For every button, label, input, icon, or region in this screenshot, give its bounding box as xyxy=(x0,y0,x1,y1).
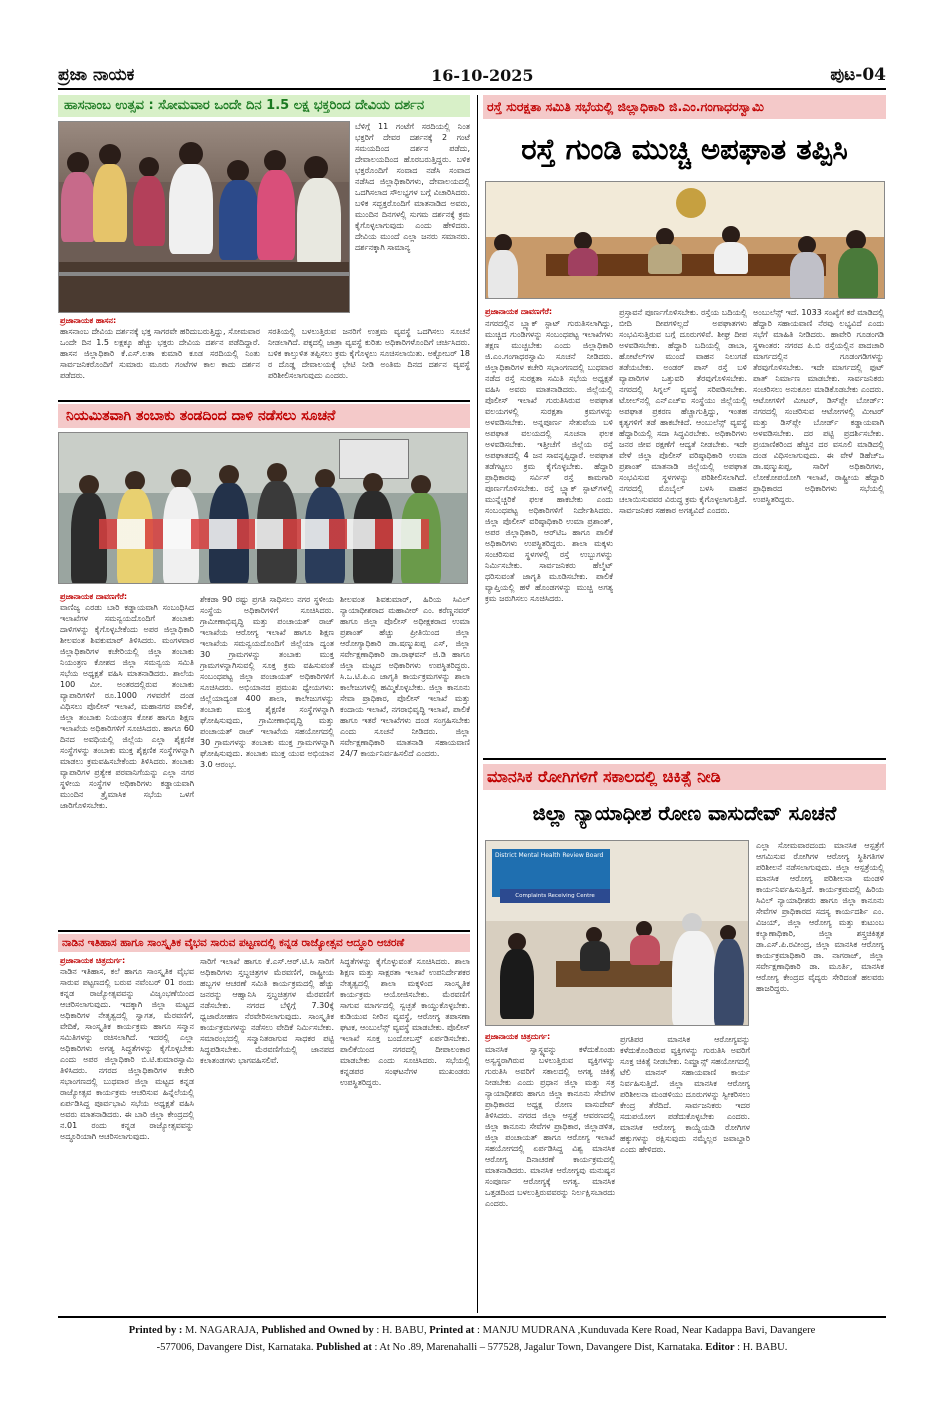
story5-dateline: ಪ್ರಜಾನಾಯಕ ಚಿತ್ರದುರ್ಗ: xyxy=(485,1032,551,1041)
story3-column-1: ವಾಣಿಜ್ಯ ಎರಡು ಬಾರಿ ಕಡ್ಡಾಯವಾಗಿ ಸಂಬಂಧಿಸಿದ ಇಲಾಖೆಗಳ ಸಮನ್ವಯದೊಂದಿಗೆ ತಂಬಾಕು ದಾಳಿಗಳನ್ನು ಕೈಗೊಳ್ಳಬೇಕೆಂದು ಅಪರ ಜಿಲ್ಲಾಧಿಕಾರಿ ಶೀಲವಂತ ಶಿವಕುಮಾರ್ ತಿಳಿಸಿದರು. ಮಂಗಳವಾರ ಜಿಲ್ಲಾಧಿಕಾರಿಗಳ ಕಚೇರಿಯಲ್ಲಿ ಜಿಲ್ಲಾ ತಂಬಾಕು ನಿಯಂತ್ರಣ ಕೋಶದ ಜಿಲ್ಲಾ ಸಮನ್ವಯ ಸಮಿತಿ ಸಭೆಯ ಅಧ್ಯಕ್ಷತೆ ವಹಿಸಿ ಮಾತನಾಡಿದರು. ಶಾಲೆಯ 100 ಮೀ. ಅಂತರದಲ್ಲಿರುವ ತಂಬಾಕು ವ್ಯಾಪಾರಿಗಳಿಗೆ ರೂ.1000 ಗಳವರೆಗೆ ದಂಡ ವಿಧಿಸಲು ಪೊಲೀಸ್ ಇಲಾಖೆ, ಮಹಾನಗರ ಪಾಲಿಕೆ, ಜಿಲ್ಲಾ ತಂಬಾಕು ನಿಯಂತ್ರಣ ಕೋಶ ಹಾಗೂ ಶಿಕ್ಷಣ ಇಲಾಖೆಯ ಅಧಿಕಾರಿಗಳಿಗೆ ಸೂಚಿಸಿದರು. ಹಾಗೂ 60 ದಿನದ ಅವಧಿಯಲ್ಲಿ ಜಿಲ್ಲೆಯ ಎಲ್ಲಾ ಶೈಕ್ಷಣಿಕ ಸಂಸ್ಥೆಗಳನ್ನು ತಂಬಾಕು ಮುಕ್ತ ಶೈಕ್ಷಣಿಕ ಸಂಸ್ಥೆಗಳನ್ನಾಗಿ ಮಾಡಲು ಕ್ರಮವಹಿಸಬೇಕೆಂದು ತಿಳಿಸಿದರು. ತಂಬಾಕು ವ್ಯಾಪಾರಿಗಳ ಪ್ರತ್ಯೇಕ ಪರವಾನಿಗೆಯನ್ನು ಎಲ್ಲಾ ನಗರ ಸ್ಥಳೀಯ ಸಂಸ್ಥೆಗಳ ಅಧಿಕಾರಿಗಳು ಕಡ್ಡಾಯವಾಗಿ ಮುಂದಿನ ತ್ರೈಮಾಸಿಕ ಸಭೆಯ ಒಳಗೆ ಜಾರಿಗೊಳಿಸಬೇಕು. xyxy=(60,603,194,810)
story1-photo xyxy=(58,121,350,313)
divider xyxy=(58,400,470,402)
footer-printed-at-label: Printed at xyxy=(426,1325,475,1336)
story1-headline: ಹಾಸನಾಂಬ ಉತ್ಸವ : ಸೋಮವಾರ ಒಂದೇ ದಿನ 1.5 ಲಕ್ಷ ಭಕ್ತರಿಂದ ದೇವಿಯ ದರ್ಶನ xyxy=(58,95,470,117)
story2-headline: ರಸ್ತೆ ಗುಂಡಿ ಮುಚ್ಚಿ ಅಪಘಾತ ತಪ್ಪಿಸಿ xyxy=(521,132,848,166)
masthead xyxy=(58,62,886,90)
story1-column-right: ಬೆಳಿಗ್ಗೆ 11 ಗಂಟೆಗೆ ಸರದಿಯಲ್ಲಿ ನಿಂತ ಭಕ್ತರಿಗೆ ದೇವರ ದರ್ಶನಕ್ಕೆ 2 ಗಂಟೆ ಸಮಯದಿಂದ ದರ್ಶನ ಪಡೆದು, ದೇವಾಲಯದಿಂದ ಹೊರಬರುತ್ತಿದ್ದರು. ಬಳಿಕ ಭಕ್ತರೊಂದಿಗೆ ಸಂವಾದ ನಡೆಸಿ ಸಂವಾದ ನಡೆಸಿದ ಜಿಲ್ಲಾಧಿಕಾರಿಗಳು, ದೇವಾಲಯದಲ್ಲಿ ಒದಗಿಸಲಾದ ಸೌಲಭ್ಯಗಳ ಬಗ್ಗೆ ವಿಚಾರಿಸಿದರು. ಬಳಿಕ ಸದ್ಭಕ್ತರೊಂದಿಗೆ ಮಾತನಾಡಿದ ಅವರು, ಮುಂದಿನ ದಿನಗಳಲ್ಲಿ ಸುಗಮ ದರ್ಶನಕ್ಕೆ ಕ್ರಮ ಕೈಗೊಳ್ಳಲಾಗುವುದು ಎಂದು ಹೇಳಿದರು. ದೇವಿಯ ಮುಂದೆ ಎಲ್ಲಾ ಜನರು ಸಮಾನರು. ದರ್ಶನಕ್ಕಾಗಿ ಸಾಮಾನ್ಯ xyxy=(355,122,470,252)
footer-printed-by-label: Printed by : xyxy=(128,1325,183,1336)
footer-printer-name: M. NAGARAJA, xyxy=(182,1325,259,1336)
story3-column-2: ಶೇಕಡಾ 90 ರಷ್ಟು ಪ್ರಗತಿ ಸಾಧಿಸಲು ನಗರ ಸ್ಥಳೀಯ ಸಂಸ್ಥೆಯ ಅಧಿಕಾರಿಗಳಿಗೆ ಸೂಚಿಸಿದರು. ಗ್ರಾಮೀಣಾಭಿವೃದ್ಧಿ ಮತ್ತು ಪಂಚಾಯತ್ ರಾಜ್ ಇಲಾಖೆಯ ಆರೋಗ್ಯ ಇಲಾಖೆ ಹಾಗೂ ಶಿಕ್ಷಣ ಇಲಾಖೆಯ ಸಮನ್ವಯದೊಂದಿಗೆ ಜಿಲ್ಲೆಯಾ ದ್ಯಂತ 30 ಗ್ರಾಮಗಳನ್ನು ತಂಬಾಕು ಮುಕ್ತ ಗ್ರಾಮಗಳನ್ನಾಗಿಸುವಲ್ಲಿ ಸೂಕ್ತ ಕ್ರಮ ವಹಿಸುವಂತೆ ಸಂಬಂಧಪಟ್ಟ ಜಿಲ್ಲಾ ಪಂಚಾಯತ್ ಅಧಿಕಾರಿಗಳಿಗೆ ಸೂಚಿಸಿದರು. ಅಭಿಯಾನದ ಪ್ರಮುಖ ಧ್ಯೇಯಗಳು: ಜಿಲ್ಲೆಯಾದ್ಯಂತ 400 ಶಾಲಾ, ಕಾಲೇಜುಗಳನ್ನು ತಂಬಾಕು ಮುಕ್ತ ಶೈಕ್ಷಣಿಕ ಸಂಸ್ಥೆಗಳನ್ನಾಗಿ ಘೋಷಿಸುವುದು, ಗ್ರಾಮೀಣಾಭಿವೃದ್ಧಿ ಮತ್ತು ಪಂಚಾಯತ್ ರಾಜ್ ಇಲಾಖೆಯ ಸಹಯೋಗದಲ್ಲಿ 30 ಗ್ರಾಮಗಳನ್ನು ತಂಬಾಕು ಮುಕ್ತ ಗ್ರಾಮಗಳನ್ನಾಗಿ ಘೋಷಿಸುವುದು. ತಂಬಾಕು ಮುಕ್ತ ಯುವ ಅಭಿಯಾನ 3.0 ಆರಂಭ. xyxy=(200,595,334,769)
story5-column-3: ಎಲ್ಲಾ ಸೋಮವಾರದಂದು ಮಾನಸಿಕ ಆಸ್ಪತ್ರೆಗೆ ಆಗಮಿಸುವ ರೋಗಿಗಳ ಆರೋಗ್ಯ ಸ್ಥಿತಿಗತಿಗಳ ಪರಿಶೀಲನೆ ನಡೆಸಲಾಗುವುದು. ಜಿಲ್ಲಾ ಆಸ್ಪತ್ರೆಯಲ್ಲಿ ಮಾನಸಿಕ ಆರೋಗ್ಯ ಪರಿಶೀಲನಾ ಮಂಡಳಿ ಕಾರ್ಯನಿರ್ವಹಿಸುತ್ತಿದೆ. ಕಾರ್ಯಕ್ರಮದಲ್ಲಿ ಹಿರಿಯ ಸಿವಿಲ್ ನ್ಯಾಯಾಧೀಶರು ಹಾಗೂ ಜಿಲ್ಲಾ ಕಾನೂನು ಸೇವೆಗಳ ಪ್ರಾಧಿಕಾರದ ಸದಸ್ಯ ಕಾರ್ಯದರ್ಶಿ ಎಂ. ವಿಜಯ್, ಜಿಲ್ಲಾ ಆರೋಗ್ಯ ಮತ್ತು ಕುಟುಂಬ ಕಲ್ಯಾಣಾಧಿಕಾರಿ, ಜಿಲ್ಲಾ ಶಸ್ತ್ರಚಿಕಿತ್ಸಕ ಡಾ.ಎಸ್.ಪಿ.ರವೀಂದ್ರ, ಜಿಲ್ಲಾ ಮಾನಸಿಕ ಆರೋಗ್ಯ ಕಾರ್ಯಕ್ರಮಾಧಿಕಾರಿ ಡಾ. ನಾಗರಾಜ್, ಜಿಲ್ಲಾ ಸರ್ವೇಕ್ಷಣಾಧಿಕಾರಿ ಡಾ. ಮೂರ್ತಿ, ಮಾನಸಿಕ ಆರೋಗ್ಯ ಕೇಂದ್ರದ ವೈದ್ಯರು ಸೇರಿದಂತೆ ಹಲವರು ಹಾಜರಿದ್ದರು. xyxy=(756,841,884,993)
story1-column-bottom-left: ಹಾಸನಾಂಬ ದೇವಿಯ ದರ್ಶನಕ್ಕೆ ಭಕ್ತ ಸಾಗರವೇ ಹರಿದುಬರುತ್ತಿದ್ದು, ಸೋಮವಾರ ಒಂದೇ ದಿನ 1.5 ಲಕ್ಷಕ್ಕೂ ಹೆಚ್ಚು ಭಕ್ತರು ದೇವಿಯ ದರ್ಶನ ಪಡೆದಿದ್ದಾರೆ. ಹಾಸನ ಜಿಲ್ಲಾಧಿಕಾರಿ ಕೆ.ಎಸ್.ಲತಾ ಕುಮಾರಿ ಕೂಡ ಸರದಿಯಲ್ಲಿ ನಿಂತು ಸಾರ್ವಜನಿಕರೊಂದಿಗೆ ಸುಮಾರು ಮೂರು ಗಂಟೆಗಳ ಕಾಲ ಕಾದು ದರ್ಶನ ಪಡೆದರು. xyxy=(60,327,260,380)
column-divider xyxy=(477,95,478,1313)
story5-kicker: ಮಾನಸಿಕ ರೋಗಿಗಳಿಗೆ ಸಕಾಲದಲ್ಲಿ ಚಿಕಿತ್ಸೆ ನೀಡಿ xyxy=(483,764,886,790)
divider xyxy=(483,758,886,760)
footer-editor-label: Editor xyxy=(702,1342,735,1353)
story2-dateline: ಪ್ರಜಾನಾಯಕ ದಾವಣಗೆರೆ: xyxy=(485,307,553,316)
photo-banner: District Mental Health Review Board xyxy=(492,849,610,897)
story3-photo xyxy=(58,432,468,584)
story5-headline: ಜಿಲ್ಲಾ ನ್ಯಾಯಾಧೀಶ ರೋಣ ವಾಸುದೇವ್ ಸೂಚನೆ xyxy=(532,802,837,825)
story1-dateline: ಪ್ರಜಾನಾಯಕ ಹಾಸನ: xyxy=(60,316,117,325)
story2-column-1: ನಗರದಲ್ಲಿನ ಬ್ಲ್ಯಾಕ್ ಸ್ಪಾಟ್ ಗುರುತಿಸಲಾಗಿದ್ದು, ಮುಚ್ಚಿದ ಗುಂಡಿಗಳನ್ನು ಸಂಬಂಧಪಟ್ಟ ಇಲಾಖೆಗಳು ತಕ್ಷಣ ಮುಚ್ಚಬೇಕು ಎಂದು ಜಿಲ್ಲಾಧಿಕಾರಿ ಜಿ.ಎಂ.ಗಂಗಾಧರಸ್ವಾಮಿ ಸೂಚನೆ ನೀಡಿದರು. ಜಿಲ್ಲಾಧಿಕಾರಿಗಳ ಕಚೇರಿ ಸಭಾಂಗಣದಲ್ಲಿ ಬುಧವಾರ ನಡೆದ ರಸ್ತೆ ಸುರಕ್ಷತಾ ಸಮಿತಿ ಸಭೆಯ ಅಧ್ಯಕ್ಷತೆ ವಹಿಸಿ ಅವರು ಮಾತನಾಡಿದರು. ಜಿಲ್ಲೆಯಲ್ಲಿ ಪೊಲೀಸ್ ಇಲಾಖೆ ಗುರುತಿಸಿರುವ ಅಪಘಾತ ವಲಯಗಳಲ್ಲಿ ಸುರಕ್ಷತಾ ಕ್ರಮಗಳನ್ನು ಅಳವಡಿಸಬೇಕು. ಅನ್ನಪೂರ್ಣ ಸೇತುವೆಯ ಬಳಿ ಅಪಘಾತ ವಲಯದಲ್ಲಿ ಸೂಚನಾ ಫಲಕ ಅಳವಡಿಸಬೇಕು. ಇತ್ತೀಚೆಗೆ ಜಿಲ್ಲೆಯ ರಸ್ತೆ ಅಪಘಾತದಲ್ಲಿ 4 ಜನ ಸಾವನ್ನಪ್ಪಿದ್ದಾರೆ. ಅಪಘಾತ ತಡೆಗಟ್ಟಲು ಕ್ರಮ ಕೈಗೊಳ್ಳಬೇಕು. ಹೆದ್ದಾರಿ ಪ್ರಾಧಿಕಾರವು ಸರ್ವಿಸ್ ರಸ್ತೆ ಕಾಮಗಾರಿ ಪೂರ್ಣಗೊಳಿಸಬೇಕು. ರಸ್ತೆ ಬ್ಲ್ಯಾಕ್ ಸ್ಪಾಟ್‌ಗಳಲ್ಲಿ ಮುನ್ನೆಚ್ಚರಿಕೆ ಫಲಕ ಹಾಕಬೇಕು ಎಂದು ಸಂಬಂಧಪಟ್ಟ ಅಧಿಕಾರಿಗಳಿಗೆ ನಿರ್ದೇಶಿಸಿದರು. ಜಿಲ್ಲಾ ಪೊಲೀಸ್ ವರಿಷ್ಠಾಧಿಕಾರಿ ಉಮಾ ಪ್ರಶಾಂತ್, ಅಪರ ಜಿಲ್ಲಾಧಿಕಾರಿ, ಆರ್‌ಟಿಒ ಹಾಗೂ ಪಾಲಿಕೆ ಅಧಿಕಾರಿಗಳು ಉಪಸ್ಥಿತರಿದ್ದರು. ಶಾಲಾ ಮಕ್ಕಳು ಸಂಚರಿಸುವ ಸ್ಥಳಗಳಲ್ಲಿ ರಸ್ತೆ ಉಬ್ಬುಗಳನ್ನು ನಿರ್ಮಿಸಬೇಕು. ಸಾರ್ವಜನಿಕರು ಹೆಲ್ಮೆಟ್ ಧರಿಸುವಂತೆ ಜಾಗೃತಿ ಮೂಡಿಸಬೇಕು. ಪಾಲಿಕೆ ವ್ಯಾಪ್ತಿಯಲ್ಲಿ ಹಳೆ ಹೊಂಡಗಳನ್ನು ಮುಚ್ಚಿ ಅಗತ್ಯ ಕ್ರಮ ಜರುಗಿಸಲು ಸೂಚಿಸಿದರು. xyxy=(485,319,613,603)
story4-headline: ನಾಡಿನ ಇತಿಹಾಸ ಹಾಗೂ ಸಾಂಸ್ಕೃತಿಕ ವೈಭವ ಸಾರುವ ಪಟ್ಟಣದಲ್ಲಿ ಕನ್ನಡ ರಾಜ್ಯೋತ್ಸವ ಆದ್ಧೂರಿ ಆಚರಣೆ xyxy=(58,934,470,952)
story5-column-2: ಪ್ರಗತಿಪರ ಮಾನಸಿಕ ಆರೋಗ್ಯವನ್ನು ಕಳೆದುಕೊಂಡಿರುವ ವ್ಯಕ್ತಿಗಳನ್ನು ಗುರುತಿಸಿ ಅವರಿಗೆ ಸೂಕ್ತ ಚಿಕಿತ್ಸೆ ನೀಡಬೇಕು. ನಿಮ್ಹಾನ್ಸ್ ಸಹಯೋಗದಲ್ಲಿ ಟೆಲಿ ಮಾನಸ್ ಸಹಾಯವಾಣಿ ಕಾರ್ಯ ನಿರ್ವಹಿಸುತ್ತಿದೆ. ಜಿಲ್ಲಾ ಮಾನಸಿಕ ಆರೋಗ್ಯ ಪರಿಶೀಲನಾ ಮಂಡಳಿಯು ದೂರುಗಳನ್ನು ಸ್ವೀಕರಿಸಲು ಕೇಂದ್ರ ತೆರೆದಿದೆ. ಸಾರ್ವಜನಿಕರು ಇದರ ಸದುಪಯೋಗ ಪಡೆದುಕೊಳ್ಳಬೇಕು ಎಂದರು. ಮಾನಸಿಕ ಆರೋಗ್ಯ ಕಾಯ್ದೆಯಡಿ ರೋಗಿಗಳ ಹಕ್ಕುಗಳನ್ನು ರಕ್ಷಿಸುವುದು ನಮ್ಮೆಲ್ಲರ ಜವಾಬ್ದಾರಿ ಎಂದು ಹೇಳಿದರು. xyxy=(620,1035,750,1154)
story5-column-1: ಮಾನಸಿಕ ಸ್ವಾಸ್ಥ್ಯವನ್ನು ಕಳೆದುಕೊಂಡು ಅಸ್ವಸ್ಥರಾಗಿರುವ ಬಳಲುತ್ತಿರುವ ವ್ಯಕ್ತಿಗಳನ್ನು ಗುರುತಿಸಿ ಅವರಿಗೆ ಸಕಾಲದಲ್ಲಿ ಅಗತ್ಯ ಚಿಕಿತ್ಸೆ ನೀಡಬೇಕು ಎಂದು ಪ್ರಧಾನ ಜಿಲ್ಲಾ ಮತ್ತು ಸತ್ರ ನ್ಯಾಯಾಧೀಶರು ಹಾಗೂ ಜಿಲ್ಲಾ ಕಾನೂನು ಸೇವೆಗಳ ಪ್ರಾಧಿಕಾರದ ಅಧ್ಯಕ್ಷ ರೋಣ ವಾಸುದೇವ್ ತಿಳಿಸಿದರು. ನಗರದ ಜಿಲ್ಲಾ ಆಸ್ಪತ್ರೆ ಆವರಣದಲ್ಲಿ ಜಿಲ್ಲಾ ಕಾನೂನು ಸೇವೆಗಳ ಪ್ರಾಧಿಕಾರ, ಜಿಲ್ಲಾಡಳಿತ, ಜಿಲ್ಲಾ ಪಂಚಾಯತ್ ಹಾಗೂ ಆರೋಗ್ಯ ಇಲಾಖೆ ಸಹಯೋಗದಲ್ಲಿ ಏರ್ಪಡಿಸಿದ್ದ ವಿಶ್ವ ಮಾನಸಿಕ ಆರೋಗ್ಯ ದಿನಾಚರಣೆ ಕಾರ್ಯಕ್ರಮದಲ್ಲಿ ಮಾತನಾಡಿದರು. ಮಾನಸಿಕ ಆರೋಗ್ಯವು ಮನುಷ್ಯನ ಸಂಪೂರ್ಣ ಆರೋಗ್ಯಕ್ಕೆ ಅಗತ್ಯ. ಮಾನಸಿಕ ಒತ್ತಡದಿಂದ ಬಳಲುತ್ತಿರುವವರನ್ನು ನಿರ್ಲಕ್ಷಿಸಬಾರದು ಎಂದರು. xyxy=(485,1045,615,1208)
story2-kicker: ರಸ್ತೆ ಸುರಕ್ಷತಾ ಸಮಿತಿ ಸಭೆಯಲ್ಲಿ ಜಿಲ್ಲಾಧಿಕಾರಿ ಜಿ.ಎಂ.ಗಂಗಾಧರಸ್ವಾಮಿ xyxy=(483,95,886,119)
story4-dateline: ಪ್ರಜಾನಾಯಕ ಚಿತ್ರದುರ್ಗ: xyxy=(60,956,126,965)
story2-column-2: ಪ್ರಸ್ತಾವನೆ ಪೂರ್ಣಗೊಳಿಸಬೇಕು. ರಸ್ತೆಯ ಬದಿಯಲ್ಲಿ ಬೀದಿ ದೀಪಗಳಿಲ್ಲದೆ ಅಪಘಾತಗಳು ಸಂಭವಿಸುತ್ತಿರುವ ಬಗ್ಗೆ ದೂರುಗಳಿವೆ. ಶೀಘ್ರ ದೀಪ ಅಳವಡಿಸಬೇಕು. ಹೆದ್ದಾರಿ ಬದಿಯಲ್ಲಿ ಡಾಬಾ, ಹೋಟೆಲ್‌ಗಳ ಮುಂದೆ ವಾಹನ ನಿಲುಗಡೆ ತಡೆಯಬೇಕು. ಅಂಡರ್ ಪಾಸ್ ರಸ್ತೆ ಬಳಿ ವ್ಯಾಪಾರಿಗಳ ಒತ್ತುವರಿ ತೆರವುಗೊಳಿಸಬೇಕು. ನಗರದಲ್ಲಿ ಸಿಗ್ನಲ್ ವ್ಯವಸ್ಥೆ ಸರಿಪಡಿಸಬೇಕು. ಟೋಲ್‌ನಲ್ಲಿ ಎನ್‌ಎಚ್ಐ ಸಂಸ್ಥೆಯು ಜಿಲ್ಲೆಯಲ್ಲಿ ಅಪಘಾತ ಪ್ರಕರಣ ಹೆಚ್ಚಾಗುತ್ತಿದ್ದು, ಇಂತಹ ಕೃತ್ಯಗಳಿಗೆ ತಡೆ ಹಾಕಬೇಕಿದೆ. ಆಂಬುಲೆನ್ಸ್ ವ್ಯವಸ್ಥೆ ಹೆದ್ದಾರಿಯಲ್ಲಿ ಸದಾ ಸಿದ್ಧವಿರಬೇಕು. ಅಧಿಕಾರಿಗಳು ಜನರ ಜೀವ ರಕ್ಷಣೆಗೆ ಆದ್ಯತೆ ನೀಡಬೇಕು. ಇದೇ ವೇಳೆ ಜಿಲ್ಲಾ ಪೊಲೀಸ್ ವರಿಷ್ಠಾಧಿಕಾರಿ ಉಮಾ ಪ್ರಶಾಂತ್ ಮಾತನಾಡಿ ಜಿಲ್ಲೆಯಲ್ಲಿ ಅಪಘಾತ ಸಂಭವಿಸುವ ಸ್ಥಳಗಳನ್ನು ಪರಿಶೀಲಿಸಲಾಗಿದೆ. ನಗರದಲ್ಲಿ ಮೊಬೈಲ್ ಬಳಸಿ ವಾಹನ ಚಲಾಯಿಸುವವರ ವಿರುದ್ಧ ಕ್ರಮ ಕೈಗೊಳ್ಳಲಾಗುತ್ತಿದೆ. ಸಾರ್ವಜನಿಕರ ಸಹಕಾರ ಅಗತ್ಯವಿದೆ ಎಂದರು. xyxy=(619,308,747,515)
story2-column-3: ಅಂಬುಲೆನ್ಸ್ ಇದೆ. 1033 ಸಂಖ್ಯೆಗೆ ಕರೆ ಮಾಡಿದಲ್ಲಿ ಹೆದ್ದಾರಿ ಸಹಾಯವಾಣಿ ನೆರವು ಲಭ್ಯವಿದೆ ಎಂದು ಸಭೆಗೆ ಮಾಹಿತಿ ನೀಡಿದರು. ಹಾವೇರಿ ಗೂಡಂಗಡಿ ಸ್ಥಳಾಂತರ: ನಗರದ ಪಿ.ಬಿ ರಸ್ತೆಯಲ್ಲಿನ ಪಾದಚಾರಿ ಮಾರ್ಗದಲ್ಲಿನ ಗೂಡಂಗಡಿಗಳನ್ನು ತೆರವುಗೊಳಿಸಬೇಕು. ಇದೇ ಮಾರ್ಗದಲ್ಲಿ ಫುಟ್ ಪಾತ್ ನಿರ್ಮಾಣ ಮಾಡಬೇಕು. ಸಾರ್ವಜನಿಕರು ಸಂಚರಿಸಲು ಅನುಕೂಲ ಮಾಡಿಕೊಡಬೇಕು ಎಂದರು. ಆಟೋಗಳಿಗೆ ಮೀಟರ್, ಡಿಸ್‌ಪ್ಲೇ ಬೋರ್ಡ್: ನಗರದಲ್ಲಿ ಸಂಚರಿಸುವ ಆಟೋಗಳಲ್ಲಿ ಮೀಟರ್ ಮತ್ತು ಡಿಸ್‌ಪ್ಲೇ ಬೋರ್ಡ್ ಕಡ್ಡಾಯವಾಗಿ ಅಳವಡಿಸಬೇಕು. ದರ ಪಟ್ಟಿ ಪ್ರದರ್ಶಿಸಬೇಕು. ಪ್ರಯಾಣಿಕರಿಂದ ಹೆಚ್ಚಿನ ದರ ವಸೂಲಿ ಮಾಡಿದಲ್ಲಿ ದಂಡ ವಿಧಿಸಲಾಗುವುದು. ಈ ವೇಳೆ ಡಿಹೆಚ್ಒ ಡಾ.ಷಣ್ಮುಖಪ್ಪ, ಸಾರಿಗೆ ಅಧಿಕಾರಿಗಳು, ಲೋಕೋಪಯೋಗಿ ಇಲಾಖೆ, ರಾಷ್ಟ್ರೀಯ ಹೆದ್ದಾರಿ ಪ್ರಾಧಿಕಾರದ ಅಧಿಕಾರಿಗಳು ಸಭೆಯಲ್ಲಿ ಉಪಸ್ಥಿತರಿದ್ದರು. xyxy=(753,308,884,504)
story3-column-3: ಶೀಲವಂತ ಶಿವಕುಮಾರ್, ಹಿರಿಯ ಸಿವಿಲ್ ನ್ಯಾಯಾಧೀಶರಾದ ಮಹಾವೀರ್ ಎಂ. ಕರೆಣ್ಣನವರ್ ಹಾಗೂ ಜಿಲ್ಲಾ ಪೊಲೀಸ್ ಅಧೀಕ್ಷಕರಾದ ಉಮಾ ಪ್ರಶಾಂತ್ ಹೆಚ್ಚು ಪ್ರೀತಿಯಿಂದ ಜಿಲ್ಲಾ ಆರೋಗ್ಯಾಧಿಕಾರಿ ಡಾ.ಷಣ್ಮುಖಪ್ಪ ಎಸ್, ಜಿಲ್ಲಾ ಸರ್ವೇಕ್ಷಣಾಧಿಕಾರಿ ಡಾ.ರಾಘವನ್ ಜಿ.ಡಿ ಹಾಗೂ ಜಿಲ್ಲಾ ಮಟ್ಟದ ಅಧಿಕಾರಿಗಳು ಉಪಸ್ಥಿತರಿದ್ದರು. ಸಿ.ಒ.ಟಿ.ಪಿ.ಎ ಜಾಗೃತಿ ಕಾರ್ಯಕ್ರಮಗಳನ್ನು ಶಾಲಾ ಕಾಲೇಜುಗಳಲ್ಲಿ ಹಮ್ಮಿಕೊಳ್ಳಬೇಕು. ಜಿಲ್ಲಾ ಕಾನೂನು ಸೇವಾ ಪ್ರಾಧಿಕಾರ, ಪೊಲೀಸ್ ಇಲಾಖೆ ಮತ್ತು ಕಂದಾಯ ಇಲಾಖೆ, ನಗರಾಭಿವೃದ್ಧಿ ಇಲಾಖೆ, ಪಾಲಿಕೆ ಹಾಗೂ ಇತರೆ ಇಲಾಖೆಗಳು ದಂಡ ಸಂಗ್ರಹಿಸಬೇಕು ಎಂದು ಸೂಚನೆ ನೀಡಿದರು. ಜಿಲ್ಲಾ ಸರ್ವೇಕ್ಷಣಾಧಿಕಾರಿ ಮಾತನಾಡಿ ಸಹಾಯವಾಣಿ 24/7 ಕಾರ್ಯನಿರ್ವಹಿಸಲಿದೆ ಎಂದರು. xyxy=(340,595,470,758)
divider xyxy=(58,930,470,932)
footer-editor-name: : H. BABU. xyxy=(734,1342,788,1353)
footer-owner: : H. BABU, xyxy=(373,1325,427,1336)
story3-headline: ನಿಯಮಿತವಾಗಿ ತಂಬಾಕು ತಂಡದಿಂದ ದಾಳಿ ನಡೆಸಲು ಸೂಚನೆ xyxy=(58,404,470,428)
imprint-line xyxy=(58,1322,886,1356)
footer-published-label: Published and Owned by xyxy=(261,1325,374,1336)
footer-pin: -577006, Davangere Dist, Karnataka. xyxy=(156,1342,314,1353)
story5-photo xyxy=(485,840,749,1026)
paper-name: ಪ್ರಜಾ ನಾಯಕ xyxy=(58,65,135,85)
story3-dateline: ಪ್ರಜಾನಾಯಕ ದಾವಣಗೆರೆ: xyxy=(60,592,128,601)
footer-address: : At No .89, Marenahalli – 577528, Jagalur Town, Davangere Dist, Karnataka. xyxy=(371,1342,703,1353)
story4-column-1: ನಾಡಿನ ಇತಿಹಾಸ, ಕಲೆ ಹಾಗೂ ಸಾಂಸ್ಕೃತಿಕ ವೈಭವ ಸಾರುವ ಪಟ್ಟಣದಲ್ಲಿ ಬರುವ ನವೆಂಬರ್ 01 ರಂದು ಕನ್ನಡ ರಾಜ್ಯೋತ್ಸವವನ್ನು ವಿಜೃಂಭಣೆಯಿಂದ ಆಚರಿಸಲಾಗುವುದು. ಇದಕ್ಕಾಗಿ ಜಿಲ್ಲಾ ಮಟ್ಟದ ಅಧಿಕಾರಿಗಳ ನೇತೃತ್ವದಲ್ಲಿ ಸ್ವಾಗತ, ಮೆರವಣಿಗೆ, ವೇದಿಕೆ, ಸಾಂಸ್ಕೃತಿಕ ಕಾರ್ಯಕ್ರಮ ಹಾಗೂ ಸನ್ಮಾನ ಸಮಿತಿಗಳನ್ನು ರಚಿಸಲಾಗಿದೆ. ಇದರಲ್ಲಿ ಎಲ್ಲಾ ಅಧಿಕಾರಿಗಳು ಅಗತ್ಯ ಸಿದ್ಧತೆಗಳನ್ನು ಕೈಗೊಳ್ಳಬೇಕು ಎಂದು ಅಪರ ಜಿಲ್ಲಾಧಿಕಾರಿ ಬಿ.ಟಿ.ಕುಮಾರಸ್ವಾಮಿ ತಿಳಿಸಿದರು. ನಗರದ ಜಿಲ್ಲಾಧಿಕಾರಿಗಳ ಕಚೇರಿ ಸಭಾಂಗಣದಲ್ಲಿ ಬುಧವಾರ ಜಿಲ್ಲಾ ಮಟ್ಟದ ಕನ್ನಡ ರಾಜ್ಯೋತ್ಸವ ಕಾರ್ಯಕ್ರಮ ಆಚರಿಸುವ ಹಿನ್ನೆಲೆಯಲ್ಲಿ ಏರ್ಪಡಿಸಿದ್ದ ಪೂರ್ವಭಾವಿ ಸಭೆಯ ಅಧ್ಯಕ್ಷತೆ ವಹಿಸಿ ಅವರು ಮಾತನಾಡಿದರು. ಈ ಬಾರಿ ಜಿಲ್ಲಾ ಕೇಂದ್ರದಲ್ಲಿ ನ.01 ರಂದು ಕನ್ನಡ ರಾಜ್ಯೋತ್ಸವವನ್ನು ಅದ್ಧೂರಿಯಾಗಿ ಆಚರಿಸಲಾಗುವುದು. xyxy=(60,967,194,1141)
story4-column-3: ಸಿದ್ಧತೆಗಳನ್ನು ಕೈಗೊಳ್ಳುವಂತೆ ಸೂಚಿಸಿದರು. ಶಾಲಾ ಶಿಕ್ಷಣ ಮತ್ತು ಸಾಕ್ಷರತಾ ಇಲಾಖೆ ಉಪನಿರ್ದೇಶಕರ ನೇತೃತ್ವದಲ್ಲಿ ಶಾಲಾ ಮಕ್ಕಳಿಂದ ಸಾಂಸ್ಕೃತಿಕ ಕಾರ್ಯಕ್ರಮ ಆಯೋಜಿಸಬೇಕು. ಮೆರವಣಿಗೆ ಸಾಗುವ ಮಾರ್ಗದಲ್ಲಿ ಸ್ವಚ್ಛತೆ ಕಾಯ್ದುಕೊಳ್ಳಬೇಕು. ಕುಡಿಯುವ ನೀರಿನ ವ್ಯವಸ್ಥೆ, ಆರೋಗ್ಯ ತಪಾಸಣಾ ಘಟಕ, ಆಂಬುಲೆನ್ಸ್ ವ್ಯವಸ್ಥೆ ಮಾಡಬೇಕು. ಪೊಲೀಸ್ ಇಲಾಖೆ ಸೂಕ್ತ ಬಂದೋಬಸ್ತ್ ಏರ್ಪಡಿಸಬೇಕು. ಪಾಲಿಕೆಯಿಂದ ನಗರದಲ್ಲಿ ದೀಪಾಲಂಕಾರ ಮಾಡಬೇಕು ಎಂದು ಸೂಚಿಸಿದರು. ಸಭೆಯಲ್ಲಿ ಕನ್ನಡಪರ ಸಂಘಟನೆಗಳ ಮುಖಂಡರು ಉಪಸ್ಥಿತರಿದ್ದರು. xyxy=(340,957,470,1087)
issue-date: 16-10-2025 xyxy=(431,65,534,85)
story2-photo xyxy=(485,181,885,299)
footer-divider xyxy=(58,1316,886,1318)
footer-published-at-label: Published at xyxy=(313,1342,372,1353)
photo-sign: Complaints Receiving Centre xyxy=(500,889,610,903)
page-number: ಪುಟ-04 xyxy=(830,65,886,85)
story4-column-2: ಸಾರಿಗೆ ಇಲಾಖೆ ಹಾಗೂ ಕೆ.ಎಸ್.ಆರ್.ಟಿ.ಸಿ ಸಾರಿಗೆ ಅಧಿಕಾರಿಗಳು ಸ್ತಬ್ಧಚಿತ್ರಗಳ ಮೆರವಣಿಗೆ, ರಾಷ್ಟ್ರೀಯ ಹಬ್ಬಗಳ ಆಚರಣೆ ಸಮಿತಿ ಕಾರ್ಯಕ್ರಮದಲ್ಲಿ ಹೆಚ್ಚು ಜನರನ್ನು ಆಹ್ವಾನಿಸಿ ಸ್ತಬ್ಧಚಿತ್ರಗಳ ಮೆರವಣಿಗೆ ನಡೆಸಬೇಕು. ನಗರದ ಬೆಳ್ಳಿಗ್ಗೆ 7.30ಕ್ಕೆ ಧ್ವಜಾರೋಹಣ ನೆರವೇರಿಸಲಾಗುವುದು. ಸಾಂಸ್ಕೃತಿಕ ಕಾರ್ಯಕ್ರಮಗಳನ್ನು ನಡೆಸಲು ವೇದಿಕೆ ನಿರ್ಮಿಸಬೇಕು. ಸಮಾರಂಭದಲ್ಲಿ ಸನ್ಮಾನಿತರಾಗುವ ಸಾಧಕರ ಪಟ್ಟಿ ಸಿದ್ಧಪಡಿಸಬೇಕು. ಮೆರವಣಿಗೆಯಲ್ಲಿ ಜಾನಪದ ಕಲಾತಂಡಗಳು ಭಾಗವಹಿಸಲಿವೆ. xyxy=(200,957,334,1065)
footer-press: : MANJU MUDRANA ,Kunduvada Kere Road, Near Kadappa Bavi, Davangere xyxy=(474,1325,816,1336)
story1-column-bottom-right: ಸರತಿಯಲ್ಲಿ ಬಳಲುತ್ತಿರುವ ಜನರಿಗೆ ಉತ್ತಮ ವ್ಯವಸ್ಥೆ ಒದಗಿಸಲು ಸೂಚನೆ ನೀಡಲಾಗಿದೆ. ಪಕ್ಕದಲ್ಲಿ ಜಾತ್ರಾ ವ್ಯವಸ್ಥೆ ಕುರಿತು ಅಧಿಕಾರಿಗಳೊಂದಿಗೆ ಚರ್ಚಿಸಿದರು. ಬಳಿಕ ಕಾಲ್ತುಳಿತ ತಪ್ಪಿಸಲು ಕ್ರಮ ಕೈಗೊಳ್ಳಲು ಸೂಚಿಸಲಾಯಿತು. ಅಕ್ಟೋಬರ್ 18 ರ ದೊಡ್ಡ ದೇವಾಲಯಕ್ಕೆ ಭೇಟಿ ನೀಡಿ ಅಂತಿಮ ದಿನದ ದರ್ಶನ ವ್ಯವಸ್ಥೆ ಪರಿಶೀಲಿಸಲಾಗುವುದು ಎಂದರು. xyxy=(268,327,470,380)
